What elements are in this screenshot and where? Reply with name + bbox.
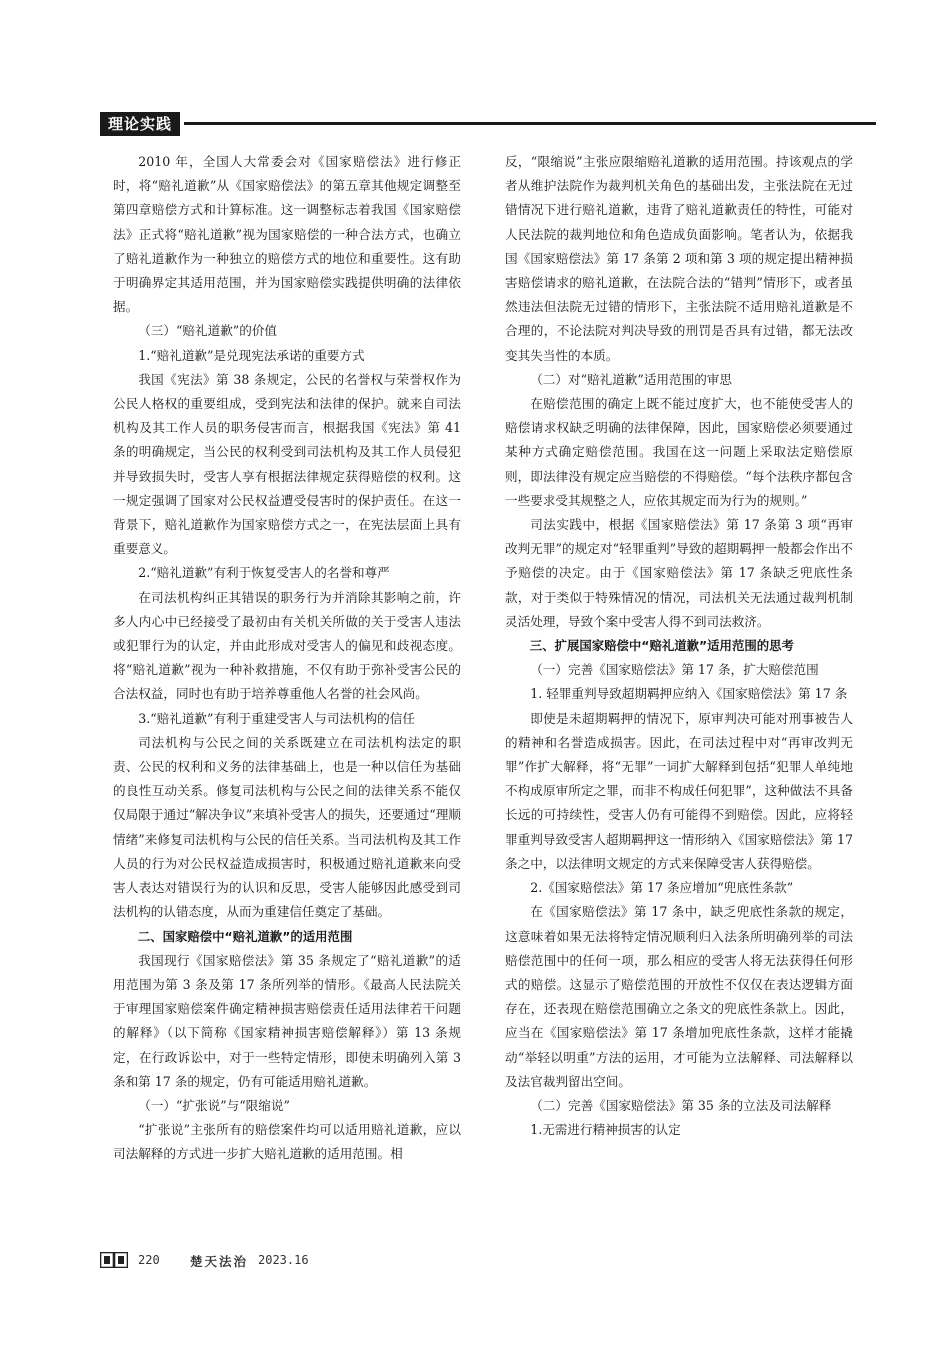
header-rule xyxy=(184,122,876,125)
paragraph: “扩张说”主张所有的赔偿案件均可以适用赔礼道歉，应以司法解释的方式进一步扩大赔礼道歉的适用范围。相 xyxy=(113,1122,461,1162)
section-heading: 二、国家赔偿中“赔礼道歉”的适用范围 xyxy=(137,928,353,944)
section-heading: 三、扩展国家赔偿中“赔礼道歉”适用范围的思考 xyxy=(529,638,794,654)
right-column xyxy=(505,150,853,1142)
paragraph: 我国现行《国家赔偿法》第 35 条规定了“赔礼道歉”的适用范围为第 3 条及第 17 条所列举的情形。《最高人民法院关于审理国家赔偿案件确定精神损害赔偿责任适用法律若干问题的解释》（以下简称《国家精神损害赔偿解释》）第 13 条规定，在行政诉讼中，对于一些特定情形，即使未明确列入第 3 条和第 17 条的规定，仍有可能适用赔礼道歉。 xyxy=(113,952,461,1089)
journal-logo-icon xyxy=(100,1252,128,1268)
paragraph: 在司法机构纠正其错误的职务行为并消除其影响之前，许多人内心中已经接受了最初由有关机关所做的关于受害人违法或犯罪行为的认定，并由此形成对受害人的偏见和歧视态度。将“赔礼道歉”视为一种补救措施，不仅有助于弥补受害公民的合法权益，同时也有助于培养尊重他人名誉的社会风尚。 xyxy=(113,589,461,702)
paragraph: 司法机构与公民之间的关系既建立在司法机构法定的职责、公民的权利和义务的法律基础上，也是一种以信任为基础的良性互动关系。修复司法机构与公民之间的法律关系不能仅仅局限于通过“解决争议”来填补受害人的损失，还要通过“理顺情绪”来修复司法机构与公民的信任关系。当司法机构及其工作人员的行为对公民权益造成损害时，积极通过赔礼道歉来向受害人表达对错误行为的认识和反思，受害人能够因此感受到司法机构的认错态度，从而为重建信任奠定了基础。 xyxy=(113,734,461,920)
journal-name: 楚天法治 xyxy=(190,1254,249,1269)
paragraph: 我国《宪法》第 38 条规定，公民的名誉权与荣誉权作为公民人格权的重要组成，受到宪法和法律的保护。就来自司法机构及其工作人员的职务侵害而言，根据我国《宪法》第 41 条的明确规定，当公民的权利受到司法机构及其工作人员侵犯并导致损失时，受害人享有根据法律规定获得赔偿的权利。这一规定强调了国家对公民权益遭受侵害时的保护责任。在这一背景下，赔礼道歉作为国家赔偿方式之一，在宪法层面上具有重要意义。 xyxy=(113,371,461,557)
point-heading: 1.“赔礼道歉”是兑现宪法承诺的重要方式 xyxy=(138,347,365,363)
paragraph: 在赔偿范围的确定上既不能过度扩大，也不能使受害人的赔偿请求权缺乏明确的法律保障，因此，国家赔偿必须要通过某种方式确定赔偿范围。我国在这一问题上采取法定赔偿原则，即法律没有规定应当赔偿的不得赔偿。“每个法秩序都包含一些要求受其规整之人，应依其规定而为行为的规则。” xyxy=(505,396,853,508)
point-heading: 1. 轻罪重判导致超期羁押应纳入《国家赔偿法》第 17 条 xyxy=(530,686,848,702)
subsection-heading: （一）完善《国家赔偿法》第 17 条，扩大赔偿范围 xyxy=(530,662,819,678)
point-heading: 3.“赔礼道歉”有利于重建受害人与司法机构的信任 xyxy=(138,710,415,726)
page-number: 220 xyxy=(138,1253,160,1267)
subsection-heading: （二）对“赔礼道歉”适用范围的审思 xyxy=(530,371,732,387)
subsection-heading: （一）“扩张说”与“限缩说” xyxy=(138,1097,290,1113)
left-column xyxy=(113,150,461,1167)
issue-number: 2023.16 xyxy=(258,1253,309,1267)
paragraph: 即使是未超期羁押的情况下，原审判决可能对刑事被告人的精神和名誉造成损害。因此，在司法过程中对“再审改判无罪”作扩大解释，将“无罪”一词扩大解释到包括“犯罪人单纯地不构成原审所定之罪，而非不构成任何犯罪”，这种做法不具备长远的可持续性，受害人仍有可能得不到赔偿。因此，应将轻罪重判导致受害人超期羁押这一情形纳入《国家赔偿法》第 17 条之中，以法律明文规定的方式来保障受害人获得赔偿。 xyxy=(505,710,853,871)
paragraph: 2010 年，全国人大常委会对《国家赔偿法》进行修正时，将“赔礼道歉”从《国家赔偿法》的第五章其他规定调整至第四章赔偿方式和计算标准。这一调整标志着我国《国家赔偿法》正式将“赔礼道歉”视为国家赔偿的一种合法方式，也确立了赔礼道歉作为一种独立的赔偿方式的地位和重要性。这有助于明确界定其适用范围，并为国家赔偿实践提供明确的法律依据。 xyxy=(113,154,461,315)
subsection-heading: （三）“赔礼道歉”的价值 xyxy=(138,323,278,339)
point-heading: 1.无需进行精神损害的认定 xyxy=(530,1122,681,1138)
subsection-heading: （二）完善《国家赔偿法》第 35 条的立法及司法解释 xyxy=(530,1097,832,1113)
paragraph-continued: 反，“限缩说”主张应限缩赔礼道歉的适用范围。持该观点的学者从维护法院作为裁判机关角色的基础出发，主张法院在无过错情况下进行赔礼道歉，违背了赔礼道歉责任的特性，可能对人民法院的裁判地位和角色造成负面影响。笔者认为，依据我国《国家赔偿法》第 17 条第 2 项和第 3 项的规定提出精神损害赔偿请求的赔礼道歉，在法院合法的“错判”情形下，或者虽然违法但法院无过错的情形下，主张法院不适用赔礼道歉是不合理的，不论法院对判决导致的刑罚是否具有过错，都无法改变其失当性的本质。 xyxy=(505,154,853,363)
paragraph: 在《国家赔偿法》第 17 条中，缺乏兜底性条款的规定，这意味着如果无法将特定情况顺利归入法条所明确列举的司法赔偿范围中的任何一项，那么相应的受害人将无法获得任何形式的赔偿。这显示了赔偿范围的开放性不仅仅在表达逻辑方面存在，还表现在赔偿范围确立之条文的兜底性条款上。因此，应当在《国家赔偿法》第 17 条增加兜底性条款，这样才能撬动“举轻以明重”方法的运用，才可能为立法解释、司法解释以及法官裁判留出空间。 xyxy=(505,904,853,1089)
section-label: 理论实践 xyxy=(100,112,180,136)
section-header xyxy=(100,112,876,136)
paragraph: 司法实践中，根据《国家赔偿法》第 17 条第 3 项“再审改判无罪”的规定对“轻罪重判”导致的超期羁押一般都会作出不予赔偿的决定。由于《国家赔偿法》第 17 条缺乏兜底性条款，对于类似于特殊情况的情况，司法机关无法通过裁判机制灵活处理，导致个案中受害人得不到司法救济。 xyxy=(505,517,853,629)
point-heading: 2.《国家赔偿法》第 17 条应增加“兜底性条款” xyxy=(530,880,794,896)
point-heading: 2.“赔礼道歉”有利于恢复受害人的名誉和尊严 xyxy=(138,565,390,581)
